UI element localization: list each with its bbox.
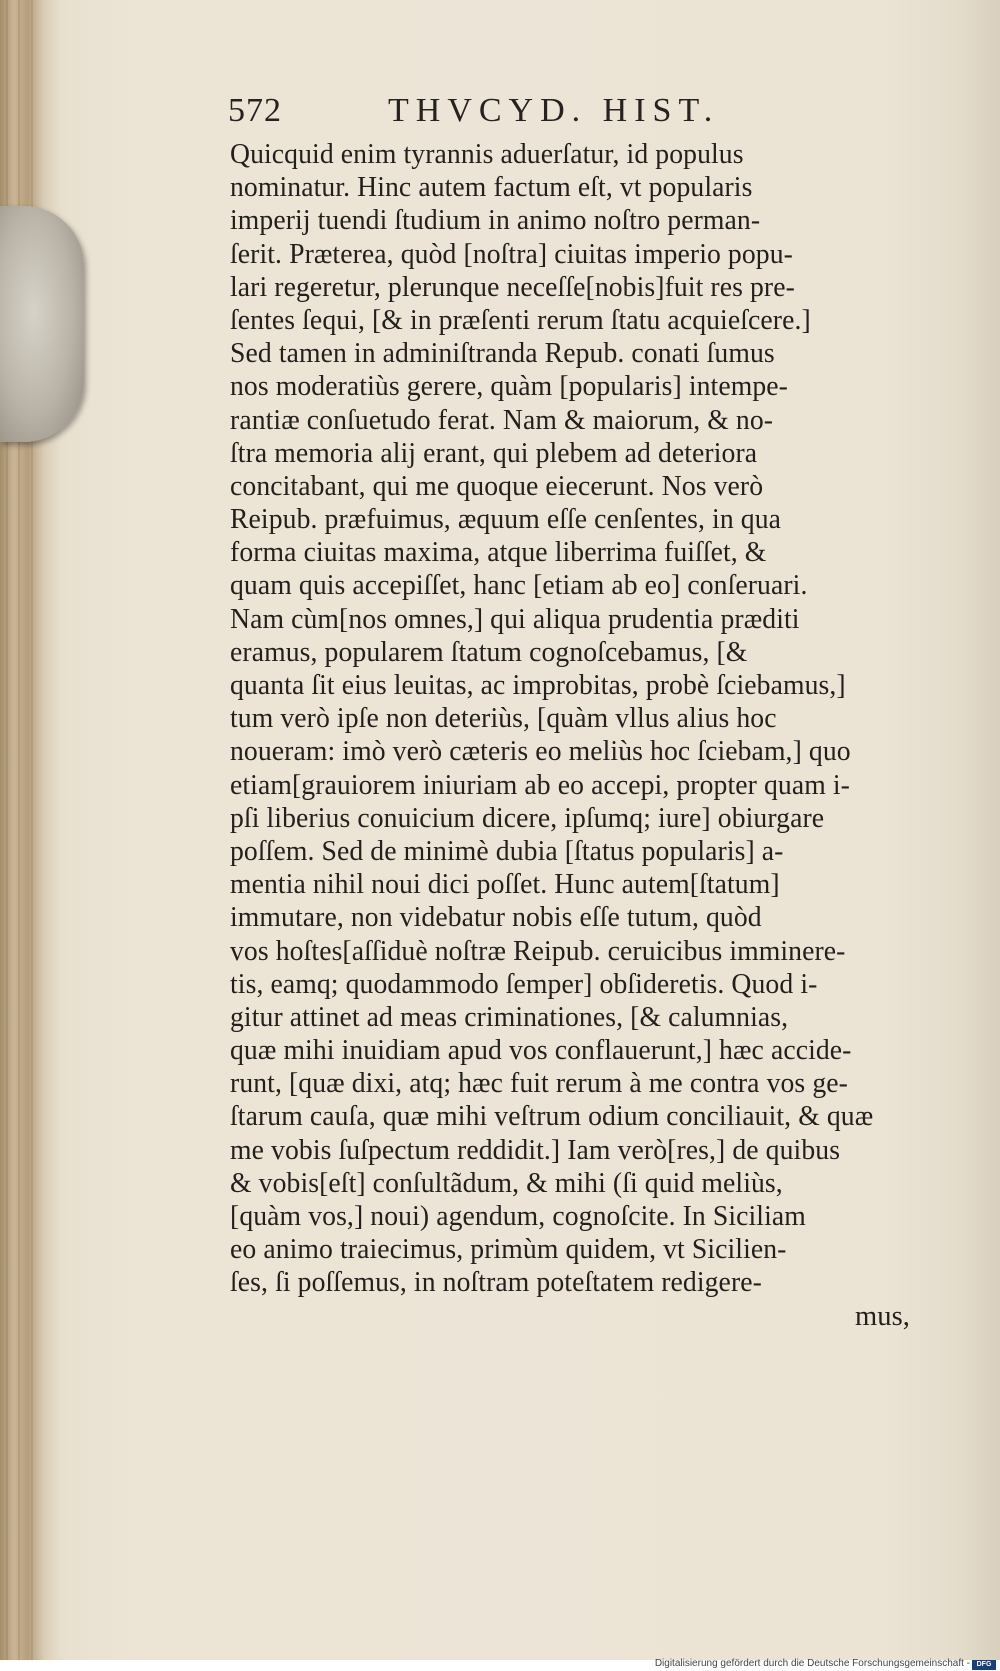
text-line: ſtarum cauſa, quæ mihi veſtrum odium conciliauit, & quæ [230, 1101, 874, 1133]
running-header [228, 92, 788, 132]
text-line: rantiæ conſuetudo ferat. Nam & maiorum, & no- [230, 404, 774, 436]
text-line: concitabant, qui me quoque eiecerunt. Nos verò [230, 470, 764, 502]
book-clamp [0, 206, 84, 442]
text-line: ſtra memoria alij erant, qui plebem ad deteriora [230, 437, 758, 469]
text-line: eo animo traiecimus, primùm quidem, vt Sicilien- [230, 1234, 787, 1266]
text-line: nos moderatiùs gerere, quàm [popularis] intempe- [230, 371, 788, 403]
text-line: quanta ſit eius leuitas, ac improbitas, probè ſciebamus,] [230, 670, 846, 701]
text-line: vos hoſtes[aſſiduè noſtræ Reipub. ceruicibus imminere- [230, 935, 846, 967]
text-line: imperij tuendi ſtudium in animo noſtro perman- [230, 205, 761, 237]
text-line: me vobis ſuſpectum reddidit.] Iam verò[res,] de quibus [230, 1134, 841, 1166]
text-line: Reipub. præfuimus, æquum eſſe cenſentes, in qua [230, 504, 782, 536]
text-line: ſes, ſi poſſemus, in noſtram poteſtatem redigere- [230, 1267, 762, 1299]
text-line: nominatur. Hinc autem factum eſt, vt popularis [230, 172, 753, 204]
text-line: quam quis accepiſſet, hanc [etiam ab eo] conſeruari. [230, 570, 808, 602]
text-line: runt, [quæ dixi, atq; hæc fuit rerum à me contra vos ge- [230, 1068, 848, 1100]
text-line: poſſem. Sed de minimè dubia [ſtatus popularis] a- [230, 835, 784, 867]
text-line: tum verò ipſe non deteriùs, [quàm vllus alius hoc [230, 703, 777, 735]
text-line: Quicquid enim tyrannis aduerſatur, id populus [230, 139, 744, 170]
text-line: & vobis[eſt] conſultãdum, & mihi (ſi quid meliùs, [230, 1167, 783, 1199]
dfg-logo: DFG [972, 1660, 996, 1670]
text-line: [quàm vos,] noui) agendum, cognoſcite. In Siciliam [230, 1201, 806, 1232]
text-line: lari regeretur, plerunque neceſſe[nobis]fuit res pre- [230, 271, 795, 303]
text-line: mus, [854, 1300, 910, 1332]
text-line: ſentes ſequi, [& in præſenti rerum ſtatu acquieſcere.] [230, 304, 811, 336]
text-line: forma ciuitas maxima, atque liberrima fuiſſet, & [230, 537, 767, 569]
body-text [230, 138, 930, 1333]
text-line: mentia nihil noui dici poſſet. Hunc autem[ſtatum] [230, 869, 780, 901]
text-line: quæ mihi inuidiam apud vos conflauerunt,] hæc accide- [230, 1035, 852, 1067]
text-line: etiam[grauiorem iniuriam ab eo accepi, propter quam i- [230, 769, 850, 801]
footer-bar [0, 1660, 1000, 1671]
text-line: noueram: imò verò cæteris eo meliùs hoc ſciebam,] quo [230, 736, 851, 768]
text-line: eramus, popularem ſtatum cognoſcebamus, [& [230, 636, 748, 668]
text-line: Sed tamen in adminiſtranda Repub. conati ſumus [230, 338, 775, 370]
text-line: gitur attinet ad meas criminationes, [& calumnias, [230, 1001, 789, 1033]
text-line: Nam cùm[nos omnes,] qui aliqua prudentia præditi [230, 603, 800, 635]
page-number: 572 [228, 92, 282, 129]
text-line: immutare, non videbatur nobis eſſe tutum, quòd [230, 902, 762, 934]
text-line: ſerit. Præterea, quòd [noſtra] ciuitas imperio popu- [230, 238, 793, 270]
running-title: THVCYD. HIST. [388, 92, 720, 129]
text-line: tis, eamq; quodammodo ſemper] obſideretis. Quod i- [230, 968, 818, 1000]
text-line: pſi liberius conuicium dicere, ipſumq; iure] obiurgare [230, 802, 825, 834]
footer-credit: Digitalisierung gefördert durch die Deutsche Forschungsgemeinschaft - [654, 1658, 970, 1669]
